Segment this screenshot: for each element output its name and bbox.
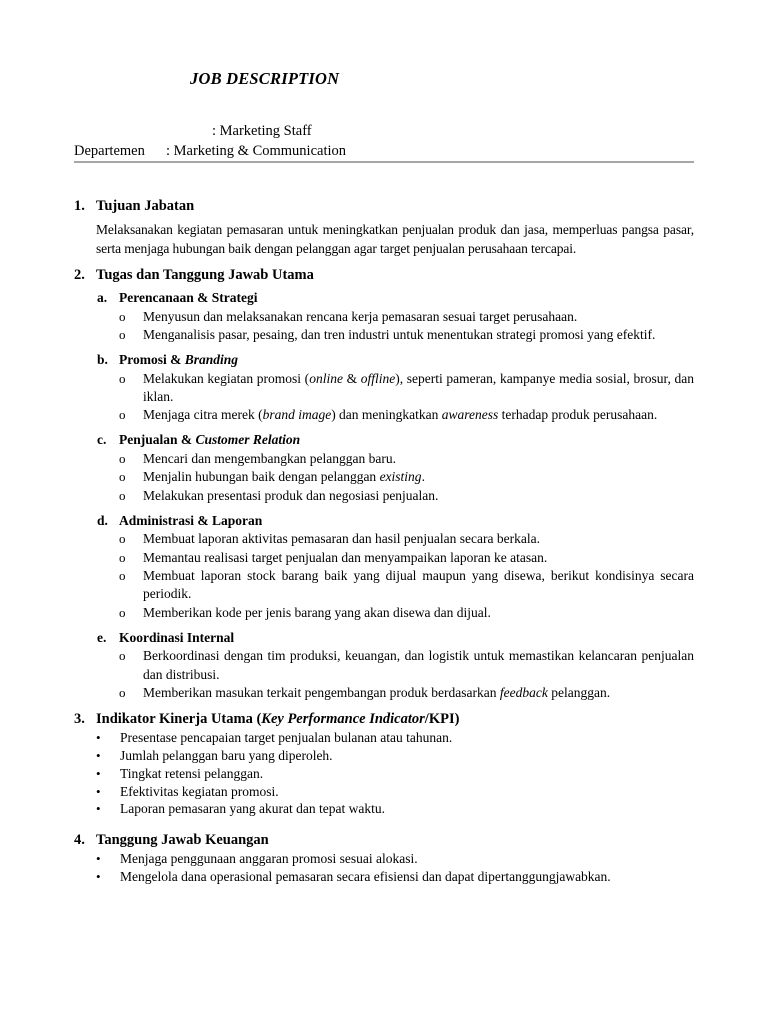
section-kpi bbox=[74, 710, 694, 818]
text-run: Perencanaan & Strategi bbox=[119, 290, 258, 305]
list-item-text bbox=[143, 469, 425, 484]
subsection-title-text bbox=[119, 513, 262, 528]
list-item bbox=[74, 647, 694, 684]
text-run: Melakukan kegiatan promosi ( bbox=[143, 370, 310, 386]
list-item bbox=[74, 549, 694, 567]
subsection-title bbox=[74, 351, 694, 370]
list-item bbox=[74, 487, 694, 505]
list-item bbox=[74, 370, 694, 407]
sub-bullet-list bbox=[74, 647, 694, 702]
text-run: Menjalin hubungan baik dengan pelanggan bbox=[143, 469, 380, 485]
section-title bbox=[74, 266, 694, 285]
italic-text-run: offline bbox=[360, 370, 396, 386]
text-run: Mencari dan mengembangkan pelanggan baru. bbox=[143, 450, 397, 466]
section-title-text bbox=[96, 198, 194, 214]
text-run: Promosi & bbox=[119, 352, 185, 368]
list-item-text bbox=[143, 309, 577, 324]
purpose-paragraph: Melaksanakan kegiatan pemasaran untuk meningkatkan penjualan produk dan jasa, memperluas pangsa pasar, serta menjaga hubungan baik dengan pelanggan agar target penjualan perusahaan tercapai. bbox=[96, 222, 694, 256]
subsection-letter: d. bbox=[97, 512, 108, 528]
list-item-text: Efektivitas kegiatan promosi. bbox=[120, 783, 279, 799]
italic-text-run: existing bbox=[379, 469, 422, 485]
section-number: 1. bbox=[74, 198, 85, 214]
italic-text-run: Branding bbox=[184, 352, 239, 368]
list-item-text bbox=[143, 685, 610, 700]
italic-text-run: awareness bbox=[441, 407, 499, 423]
circle-bullet-icon: o bbox=[119, 450, 126, 466]
circle-bullet-icon: o bbox=[119, 567, 126, 583]
text-run: Tugas dan Tanggung Jawab Utama bbox=[96, 267, 314, 283]
subsection-sales-customer-relation bbox=[74, 431, 694, 504]
subsection-promotion-branding bbox=[74, 351, 694, 424]
list-item bbox=[74, 747, 694, 765]
circle-bullet-icon: o bbox=[119, 407, 126, 423]
subsection-letter: b. bbox=[97, 352, 108, 368]
section-number: 4. bbox=[74, 832, 85, 849]
circle-bullet-icon: o bbox=[119, 604, 126, 620]
list-item bbox=[74, 604, 694, 622]
italic-text-run: feedback bbox=[499, 684, 548, 700]
list-item-text bbox=[143, 605, 491, 620]
text-run: Koordinasi Internal bbox=[119, 629, 235, 645]
list-item-text bbox=[143, 371, 694, 404]
list-item-text bbox=[143, 327, 655, 342]
text-run: & bbox=[342, 370, 361, 386]
list-item bbox=[74, 450, 694, 468]
italic-text-run: Key Performance Indicator bbox=[261, 711, 425, 728]
subsection-letter: a. bbox=[97, 290, 108, 305]
list-item-text bbox=[143, 488, 438, 503]
bullet-icon: • bbox=[96, 765, 101, 781]
list-item bbox=[74, 406, 694, 424]
list-item-text bbox=[143, 451, 396, 466]
text-run: ) dan meningkatkan bbox=[331, 407, 442, 423]
circle-bullet-icon: o bbox=[119, 531, 126, 547]
text-run: Memberikan masukan terkait pengembangan produk berdasarkan bbox=[143, 684, 500, 700]
list-item bbox=[74, 729, 694, 747]
text-run: terhadap produk perusahaan. bbox=[498, 407, 658, 423]
list-item-text bbox=[143, 550, 547, 565]
subsection-administration-reporting bbox=[74, 512, 694, 622]
text-run: . bbox=[421, 469, 425, 485]
subsection-title bbox=[74, 431, 694, 450]
subsection-title-text bbox=[119, 630, 234, 645]
subsection-internal-coordination bbox=[74, 629, 694, 702]
list-item bbox=[74, 567, 694, 604]
circle-bullet-icon: o bbox=[119, 326, 126, 342]
list-item-text bbox=[143, 407, 657, 422]
text-run: Penjualan & bbox=[119, 432, 196, 448]
department-value: : Marketing & Communication bbox=[166, 143, 347, 159]
list-item bbox=[74, 468, 694, 486]
subsection-letter: e. bbox=[97, 629, 107, 645]
position-value: : Marketing Staff bbox=[212, 123, 312, 139]
section-title bbox=[74, 197, 694, 216]
text-run: Menganalisis pasar, pesaing, dan tren industri untuk menentukan strategi promosi yang efektif. bbox=[143, 326, 656, 342]
list-item bbox=[74, 765, 694, 783]
subsection-title-text bbox=[119, 432, 300, 447]
department-label: Departemen bbox=[74, 143, 145, 159]
bullet-icon: • bbox=[96, 801, 101, 817]
italic-text-run: online bbox=[309, 370, 343, 386]
section-financial-responsibility bbox=[74, 831, 694, 886]
list-item bbox=[74, 800, 694, 818]
list-item-text: Mengelola dana operasional pemasaran secara efisiensi dan dapat dipertanggungjawabkan. bbox=[120, 869, 611, 885]
header-divider bbox=[74, 161, 694, 163]
list-item-text: Jumlah pelanggan baru yang diperoleh. bbox=[120, 748, 333, 764]
circle-bullet-icon: o bbox=[119, 487, 126, 503]
subsection-title bbox=[74, 629, 694, 648]
text-run: ), seperti pameran, kampanye media sosial, brosur, dan iklan. bbox=[143, 370, 694, 404]
subsection-title bbox=[74, 512, 694, 531]
bullet-list bbox=[74, 729, 694, 818]
section-title bbox=[74, 710, 694, 729]
list-item bbox=[74, 850, 694, 868]
bullet-icon: • bbox=[96, 869, 101, 885]
list-item-text: Menjaga penggunaan anggaran promosi sesuai alokasi. bbox=[120, 851, 418, 867]
bullet-list bbox=[74, 850, 694, 886]
text-run: Indikator Kinerja Utama ( bbox=[96, 711, 262, 728]
text-run: Melakukan presentasi produk dan negosiasi penjualan. bbox=[143, 487, 439, 503]
department-row bbox=[74, 142, 346, 160]
italic-text-run: Customer Relation bbox=[195, 432, 301, 448]
text-run: Tanggung Jawab Keuangan bbox=[96, 832, 269, 849]
section-number: 2. bbox=[74, 267, 85, 283]
sub-bullet-list bbox=[74, 530, 694, 621]
bullet-icon: • bbox=[96, 783, 101, 799]
text-run: Administrasi & Laporan bbox=[119, 512, 263, 528]
circle-bullet-icon: o bbox=[119, 648, 126, 664]
sub-bullet-list bbox=[74, 450, 694, 505]
subsection-letter: c. bbox=[97, 432, 107, 448]
section-title-text bbox=[96, 711, 459, 727]
list-item bbox=[74, 530, 694, 548]
bullet-icon: • bbox=[96, 730, 101, 746]
text-run: pelanggan. bbox=[547, 684, 611, 700]
text-run: Menjaga citra merek ( bbox=[143, 407, 263, 423]
circle-bullet-icon: o bbox=[119, 549, 126, 565]
bullet-icon: • bbox=[96, 851, 101, 867]
subsection-title-text bbox=[119, 290, 257, 305]
list-item bbox=[74, 868, 694, 886]
text-run: Memberikan kode per jenis barang yang akan disewa dan dijual. bbox=[143, 604, 491, 620]
circle-bullet-icon: o bbox=[119, 469, 126, 485]
text-run: Tujuan Jabatan bbox=[96, 198, 195, 214]
text-run: Berkoordinasi dengan tim produksi, keuangan, dan logistik untuk memastikan kelancaran penjualan dan distribusi. bbox=[143, 648, 694, 682]
section-title bbox=[74, 831, 694, 850]
text-run: /KPI) bbox=[424, 711, 460, 728]
section-number: 3. bbox=[74, 711, 85, 728]
list-item-text: Tingkat retensi pelanggan. bbox=[120, 765, 264, 781]
list-item bbox=[74, 783, 694, 801]
bullet-icon: • bbox=[96, 748, 101, 764]
list-item-text bbox=[143, 531, 540, 546]
section-main-duties bbox=[74, 266, 694, 702]
circle-bullet-icon: o bbox=[119, 308, 126, 324]
section-title-text bbox=[96, 267, 314, 283]
text-run: Menyusun dan melaksanakan rencana kerja pemasaran sesuai target perusahaan. bbox=[143, 308, 578, 324]
text-run: Membuat laporan stock barang baik yang dijual maupun yang disewa, berikut kondisinya secara periodik. bbox=[143, 567, 694, 602]
circle-bullet-icon: o bbox=[119, 684, 126, 700]
position-row bbox=[74, 122, 312, 140]
list-item bbox=[74, 684, 694, 702]
subsection-title-text bbox=[119, 352, 238, 367]
document-title: JOB DESCRIPTION bbox=[190, 69, 340, 88]
italic-text-run: brand image bbox=[262, 407, 332, 423]
list-item-text: Presentase pencapaian target penjualan bulanan atau tahunan. bbox=[120, 730, 453, 746]
circle-bullet-icon: o bbox=[119, 370, 126, 386]
document-body bbox=[74, 197, 694, 886]
subsection-title bbox=[74, 289, 694, 308]
text-run: Membuat laporan aktivitas pemasaran dan hasil penjualan secara berkala. bbox=[143, 531, 540, 547]
section-purpose bbox=[74, 197, 694, 258]
list-item-text: Laporan pemasaran yang akurat dan tepat waktu. bbox=[120, 801, 386, 817]
list-item bbox=[74, 326, 694, 344]
list-item bbox=[74, 308, 694, 326]
sub-bullet-list bbox=[74, 308, 694, 345]
text-run: Memantau realisasi target penjualan dan menyampaikan laporan ke atasan. bbox=[143, 549, 548, 565]
section-title-text bbox=[96, 832, 269, 848]
sub-bullet-list bbox=[74, 370, 694, 425]
list-item-text bbox=[143, 648, 694, 681]
list-item-text bbox=[143, 568, 694, 601]
subsection-planning-strategy bbox=[74, 289, 694, 344]
